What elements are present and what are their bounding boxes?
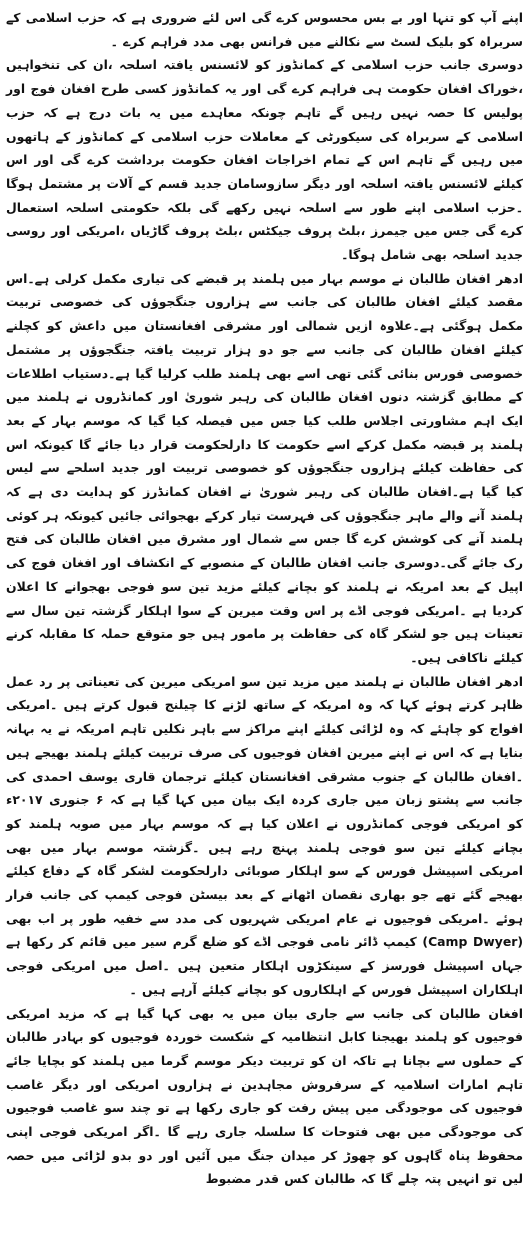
article-paragraph-2: دوسری جانب حزب اسلامی کے کمانڈوز کو لائسنس یافتہ اسلحہ ،ان کی تنخواہیں ،خوراک افغان حکومت ہی فراہم کرے گی اور یہ کمانڈوز کسی طرح افغان فوج اور پولیس کا حصہ نہیں رہیں گے تاہم چونکہ معاہدے میں یہ بات درج ہے کہ حزب اسلامی کے سربراہ کی سیکورٹی کے معاملات حزب اسلامی کے کمانڈوز کے ہاتھوں میں رہیں گے تاہم اس کے تمام اخراجات افغان حکومت برداشت کرے گی اور اس کیلئے لائسنس یافتہ اسلحہ اور دیگر سازوسامان جدید قسم کے آلات پر مشتمل ہوگا ۔حزب اسلامی اپنے طور سے اسلحہ نہیں رکھے گی بلکہ حکومتی اسلحہ استعمال کرے گی جس میں جیمرز ،بلٹ پروف جیکٹس ،بلٹ پروف گاڑیاں ،امریکی اور روسی جدید اسلحہ بھی شامل ہوگا۔ [6, 57, 523, 263]
article-paragraph-1: اپنے آپ کو تنہا اور بے بس محسوس کرے گی اس لئے ضروری ہے کہ حزب اسلامی کے سربراہ کو بلیک لسٹ سے نکالنے میں فرانس بھی مدد فراہم کرے ۔ [6, 10, 523, 49]
article-paragraph-5: افغان طالبان کی جانب سے جاری بیان میں یہ بھی کہا گیا ہے کہ مزید امریکی فوجیوں کو ہلمند بھیجنا کابل انتظامیہ کے شکست خوردہ فوجیوں کو بہادر طالبان کے حملوں سے بچانا ہے تاکہ ان کو تربیت دیکر موسم گرما میں ہلمند کو بچایا جائے تاہم امارات اسلامیہ کے سرفروش مجاہدین نے ہزاروں امریکی اور دیگر غاصب فوجیوں کی موجودگی میں پیش رفت کو جاری رکھا ہے تو چند سو غاصب فوجیوں کی موجودگی میں بھی فتوحات کا سلسلہ جاری رہے گا ۔اگر امریکی فوجی اپنی محفوظ پناہ گاہوں کو چھوڑ کر میدان جنگ میں آئیں اور دو بدو لڑائی میں حصہ لیں تو انہیں پتہ چلے گا کہ طالبان کس قدر مضبوط [6, 1005, 523, 1187]
article-paragraph-4: ادھر افغان طالبان نے ہلمند میں مزید تین سو امریکی میرین کی تعیناتی پر رد عمل ظاہر کرتے ہوئے کہا کہ وہ امریکہ کے ساتھ لڑنے کا چیلنج قبول کرتے ہیں ۔امریکی افواج کو چاہئے کہ وہ لڑائی کیلئے اپنے مراکز سے باہر نکلیں تاہم امریکہ نے یہ بہانہ بنایا ہے کہ اس نے اپنے میرین افغان فوجیوں کی صرف تربیت کیلئے ہلمند بھیجے ہیں ۔افغان طالبان کے جنوب مشرقی افغانستان کیلئے ترجمان قاری یوسف احمدی کی جانب سے پشتو زبان میں جاری کردہ ایک بیان میں کہا گیا ہے کہ ۶ جنوری ۲۰۱۷ء کو امریکی فوجی کمانڈروں نے اعلان کیا ہے کہ موسم بہار میں صوبہ ہلمند کو بچانے کیلئے تین سو فوجی ہلمند پہنچ رہے ہیں ۔گزشتہ موسم بہار میں بھی امریکی اسپیشل فورس کے سو اہلکار صوبائی دارلحکومت لشکر گاہ کے دفاع کیلئے بھیجے گئے تھے جو بھاری نقصان اٹھانے کے بعد بیسٹن فوجی کیمپ کی جانب فرار ہوئے ۔امریکی فوجیوں نے عام امریکی شہریوں کی مدد سے خفیہ طور پر اب بھی (Camp Dwyer) کیمپ ڈائر نامی فوجی اڈے کو ضلع گرم سیر میں قائم کر رکھا ہے جہاں اسپیشل فورسز کے سینکڑوں اہلکار متعین ہیں ۔اصل میں امریکی فوجی اہلکاران اسپیشل فورس کے اہلکاروں کو بچانے کیلئے آرہے ہیں ۔ [6, 673, 523, 997]
article-paragraph-3: ادھر افغان طالبان نے موسم بہار میں ہلمند پر قبضے کی تیاری مکمل کرلی ہے۔اس مقصد کیلئے افغان طالبان کی جانب سے ہزاروں جنگجوؤں کی خصوصی تربیت مکمل ہوگئی ہے۔علاوہ ازیں شمالی اور مشرقی افغانستان میں داعش کو کچلنے کیلئے افغان طالبان کی جانب سے جو دو ہزار تربیت یافتہ جنگجوؤں پر مشتمل خصوصی فورس بنائی گئی تھی اسے بھی ہلمند طلب کرلیا گیا ہے۔دستیاب اطلاعات کے مطابق گزشتہ دنوں افغان طالبان کی رہبر شوریٰ اور کمانڈروں نے ہلمند میں ایک اہم مشاورتی اجلاس طلب کیا جس میں فیصلہ کیا گیا کہ موسم بہار کے بعد ہلمند پر قبضہ مکمل کرکے اسے حکومت کا دارلحکومت قرار دیا جائے گا کیونکہ اس کی حفاظت کیلئے ہزاروں جنگجوؤں کو خصوصی تربیت اور جدید اسلحے سے لیس کیا گیا ہے۔افغان طالبان کی رہبر شوریٰ نے افغان کمانڈرز کو ہدایت دی ہے کہ ہلمند آنے والے ماہر جنگجوؤں کی فہرست تیار کرکے بھجوائی جائیں کیونکہ ہر کوئی ہلمند آنے کی کوشش کرے گا جس سے شمال اور مشرق میں افغان طالبان کی فتح رک جائے گی۔دوسری جانب افغان طالبان کے منصوبے کے انکشاف اور افغان فوج کی اپیل کے بعد امریکہ نے ہلمند کو بچانے کیلئے مزید تین سو فوجی بھجوانے کا اعلان کردیا ہے ۔امریکی فوجی اڈے پر اس وقت میرین کے سوا اہلکار گزشتہ تین سال سے تعینات ہیں جو لشکر گاہ کی حفاظت پر مامور ہیں جو متوقع حملہ کا مقابلہ کرنے کیلئے ناکافی ہیں۔ [6, 270, 523, 665]
